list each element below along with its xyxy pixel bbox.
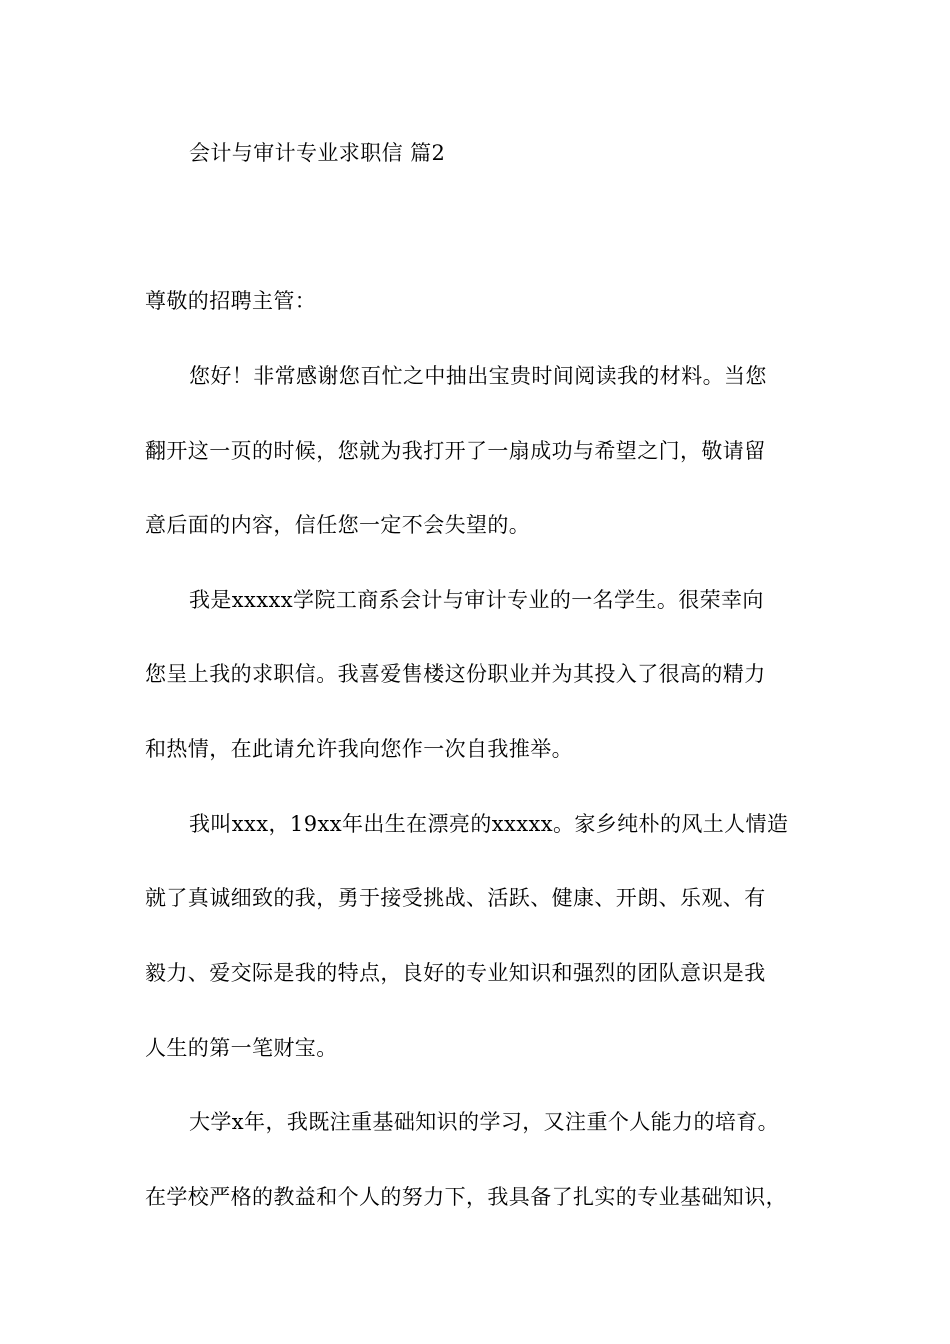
paragraph-3-line-1: 我叫xxx，19xx年出生在漂亮的xxxxx。家乡纯朴的风土人情造 (189, 812, 789, 836)
salutation: 尊敬的招聘主管： (145, 289, 317, 313)
paragraph-3-line-2: 就了真诚细致的我，勇于接受挑战、活跃、健康、开朗、乐观、有 (145, 886, 766, 910)
paragraph-2-line-1: 我是xxxxx学院工商系会计与审计专业的一名学生。很荣幸向 (189, 588, 764, 612)
paragraph-1-line-2: 翻开这一页的时候，您就为我打开了一扇成功与希望之门，敬请留 (145, 439, 766, 463)
paragraph-4-line-2: 在学校严格的教益和个人的努力下，我具备了扎实的专业基础知识， (145, 1185, 787, 1209)
paragraph-3-line-4: 人生的第一笔财宝。 (145, 1036, 338, 1060)
paragraph-3-line-3: 毅力、爱交际是我的特点，良好的专业知识和强烈的团队意识是我 (145, 961, 766, 985)
paragraph-4-line-1: 大学x年，我既注重基础知识的学习，又注重个人能力的培育。 (189, 1110, 780, 1134)
paragraph-1-line-1: 您好！非常感谢您百忙之中抽出宝贵时间阅读我的材料。当您 (189, 364, 767, 388)
paragraph-1-line-3: 意后面的内容，信任您一定不会失望的。 (145, 513, 531, 537)
document-title: 会计与审计专业求职信 篇2 (189, 141, 446, 165)
paragraph-2-line-2: 您呈上我的求职信。我喜爱售楼这份职业并为其投入了很高的精力 (145, 662, 766, 686)
paragraph-2-line-3: 和热情，在此请允许我向您作一次自我推举。 (145, 737, 573, 761)
